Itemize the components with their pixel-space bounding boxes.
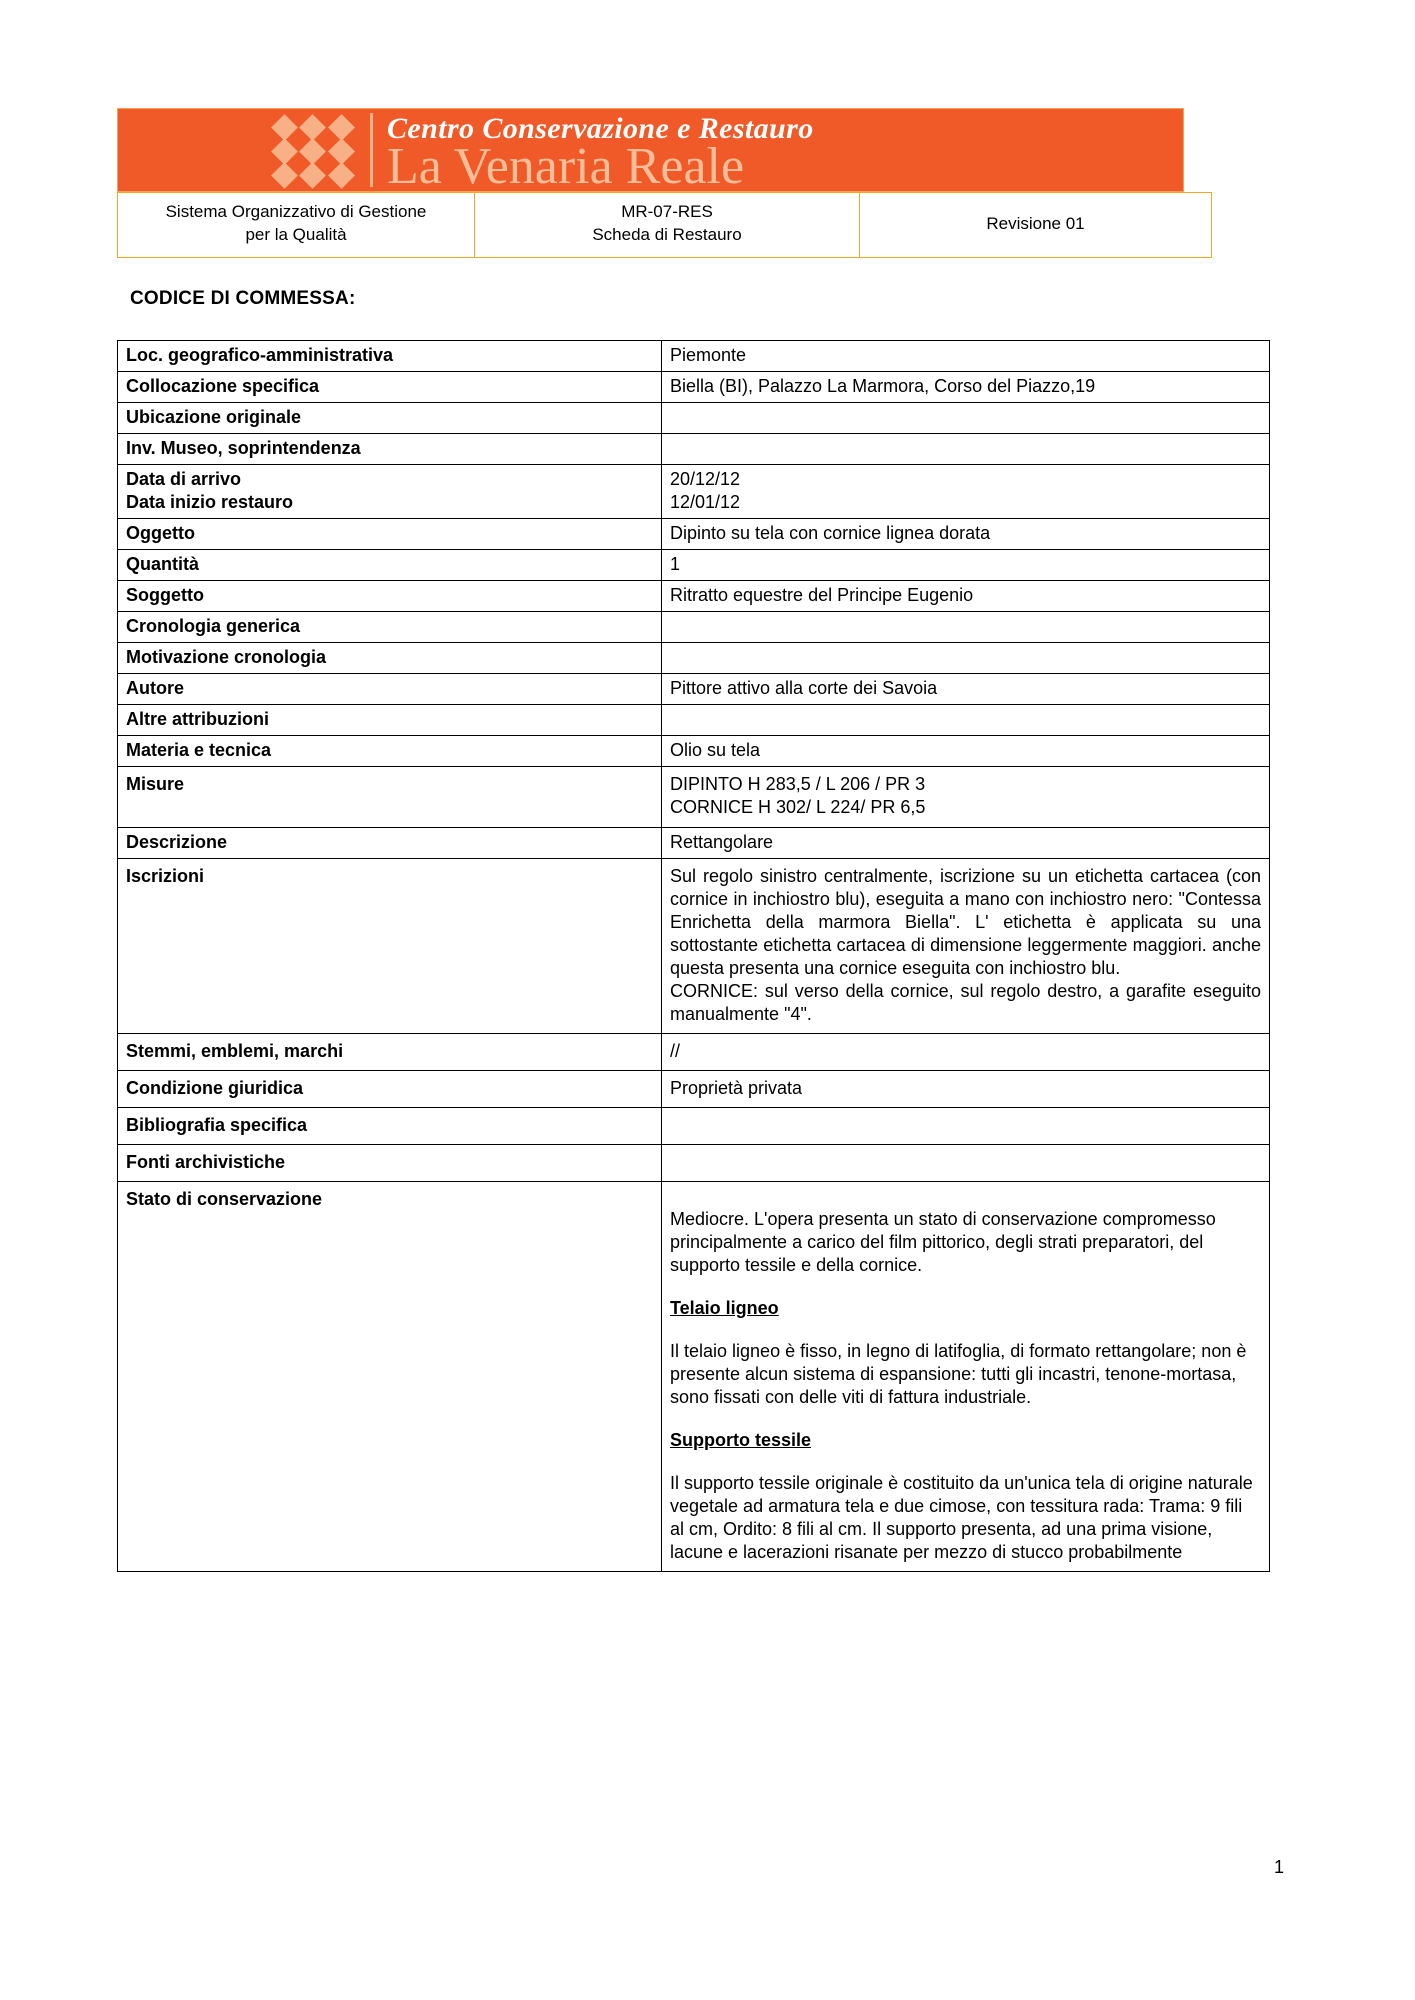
row-value-stemmi: //: [662, 1033, 1270, 1070]
diamond-icon: [299, 115, 328, 139]
table-row: [118, 1033, 1270, 1070]
label-data-inizio-restauro: Data inizio restauro: [126, 492, 294, 513]
row-label-iscrizioni: Iscrizioni: [118, 858, 662, 1033]
row-value-oggetto: Dipinto su tela con cornice lignea dorata: [662, 519, 1270, 550]
table-row: [118, 341, 1270, 372]
value-data-arrivo: 20/12/12: [670, 469, 741, 490]
row-label-motivazione-cronologia: Motivazione cronologia: [118, 643, 662, 674]
row-value-descrizione: Rettangolare: [662, 827, 1270, 858]
header-cell-system: [118, 193, 475, 258]
stato-subheading-telaio-ligneo: Telaio ligneo: [670, 1297, 779, 1318]
masthead-logo-area: [118, 109, 370, 191]
block-spacer: [670, 1277, 1261, 1297]
iscrizioni-paragraph-1: Sul regolo sinistro centralmente, iscrizione su un etichetta cartacea (con cornice in inchiostro blu), eseguita a mano con inchiostro nero: "Contessa Enrichetta della marmora Biella". L' etichetta è applicata su una sottostante etichetta cartacea di dimensione leggermente maggiori. anche questa presenta una cornice eseguita con inchiostro blu.: [670, 865, 1261, 978]
table-row: [118, 674, 1270, 705]
row-label-fonti-archivistiche: Fonti archivistiche: [118, 1144, 662, 1181]
row-label-ubicazione: Ubicazione originale: [118, 403, 662, 434]
row-label-descrizione: Descrizione: [118, 827, 662, 858]
table-row: [118, 612, 1270, 643]
table-row: [118, 550, 1270, 581]
row-label-misure: Misure: [118, 767, 662, 827]
header-cell-document: [475, 193, 860, 258]
row-label-autore: Autore: [118, 674, 662, 705]
row-value-ubicazione: [662, 403, 1270, 434]
masthead-banner: [117, 108, 1184, 192]
row-value-motivazione-cronologia: [662, 643, 1270, 674]
row-label-cronologia-generica: Cronologia generica: [118, 612, 662, 643]
row-label-soggetto: Soggetto: [118, 581, 662, 612]
row-value-autore: Pittore attivo alla corte dei Savoia: [662, 674, 1270, 705]
table-row: [118, 372, 1270, 403]
iscrizioni-paragraph-2: CORNICE: sul verso della cornice, sul regolo destro, a garafite eseguito manualmente "4".: [670, 980, 1261, 1024]
row-value-cronologia-generica: [662, 612, 1270, 643]
block-spacer: [670, 1452, 1261, 1472]
row-value-soggetto: Ritratto equestre del Principe Eugenio: [662, 581, 1270, 612]
diamond-icon: [327, 139, 356, 163]
row-label-materia-tecnica: Materia e tecnica: [118, 736, 662, 767]
table-row: [118, 858, 1270, 1033]
value-data-inizio-restauro: 12/01/12: [670, 492, 741, 513]
diamond-icon: [270, 139, 299, 163]
row-value-condizione-giuridica: Proprietà privata: [662, 1070, 1270, 1107]
value-misure-cornice: CORNICE H 302/ L 224/ PR 6,5: [670, 797, 926, 818]
document-header-table: [117, 192, 1212, 258]
table-row: [118, 403, 1270, 434]
table-row: [118, 581, 1270, 612]
diamond-icon: [299, 163, 328, 187]
header-system-line2: per la Qualità: [245, 225, 347, 244]
row-value-inv-museo: [662, 434, 1270, 465]
row-value-stato-conservazione: [662, 1181, 1270, 1571]
block-spacer: [670, 1409, 1261, 1429]
row-value-quantita: 1: [662, 550, 1270, 581]
diamond-icon: [327, 115, 356, 139]
brand-line-centro: Centro Conservazione e Restauro: [387, 112, 814, 145]
diamond-icon: [299, 139, 328, 163]
row-value-altre-attribuzioni: [662, 705, 1270, 736]
masthead-brand: [373, 109, 1183, 191]
row-label-condizione-giuridica: Condizione giuridica: [118, 1070, 662, 1107]
stato-subheading-supporto-tessile: Supporto tessile: [670, 1430, 812, 1451]
table-row: [118, 827, 1270, 858]
row-label-collocazione: Collocazione specifica: [118, 372, 662, 403]
diamond-icon: [270, 163, 299, 187]
header-doc-title: Scheda di Restauro: [592, 225, 742, 244]
stato-paragraph-telaio-ligneo: Il telaio ligneo è fisso, in legno di latifoglia, di formato rettangolare; non è presente alcun sistema di espansione: tutti gli incastri, tenone-mortasa, sono fissati con delle viti di fattura industriale.: [670, 1341, 1247, 1408]
table-row: [118, 1181, 1270, 1571]
block-spacer: [670, 1188, 1261, 1208]
table-row: [118, 519, 1270, 550]
table-row: [118, 1144, 1270, 1181]
value-misure-dipinto: DIPINTO H 283,5 / L 206 / PR 3: [670, 774, 926, 795]
row-value-iscrizioni: [662, 858, 1270, 1033]
stato-paragraph-supporto-tessile-a: Il supporto tessile originale è costituito da un'unica tela di origine naturale vegetale ad armatura tela e due cimose, con tessitura rada: Trama: 9 fili al cm, Ordito: 8 fili al cm.: [670, 1473, 1253, 1540]
diamond-icon: [270, 115, 299, 139]
row-label-bibliografia: Bibliografia specifica: [118, 1107, 662, 1144]
label-data-arrivo: Data di arrivo: [126, 469, 242, 490]
row-value-materia-tecnica: Olio su tela: [662, 736, 1270, 767]
table-row: [118, 434, 1270, 465]
header-system-line1: Sistema Organizzativo di Gestione: [165, 202, 427, 222]
header-cell-revision: Revisione 01: [860, 193, 1212, 258]
row-label-stato-conservazione: Stato di conservazione: [118, 1181, 662, 1571]
row-value-collocazione: Biella (BI), Palazzo La Marmora, Corso del Piazzo,19: [662, 372, 1270, 403]
block-spacer: [670, 1320, 1261, 1340]
page-number: 1: [1273, 1857, 1284, 1877]
table-row: [118, 1070, 1270, 1107]
row-value-loc-geografica: Piemonte: [662, 341, 1270, 372]
table-row: [118, 736, 1270, 767]
row-label-inv-museo: Inv. Museo, soprintendenza: [118, 434, 662, 465]
row-label-date: [118, 465, 662, 519]
header-doc-code: MR-07-RES: [621, 202, 713, 222]
row-value-bibliografia: [662, 1107, 1270, 1144]
row-label-oggetto: Oggetto: [118, 519, 662, 550]
table-row: [118, 705, 1270, 736]
diamond-grid-icon: [270, 115, 356, 187]
stato-paragraph-supporto-tessile-b: Il supporto presenta, ad una prima visione, lacune e lacerazioni risanate per mezzo di stucco probabilmente: [670, 1519, 1213, 1563]
row-label-loc-geografica: Loc. geografico-amministrativa: [118, 341, 662, 372]
stato-intro-paragraph: Mediocre. L'opera presenta un stato di conservazione compromesso principalmente a carico del film pittorico, degli strati preparatori, del supporto tessile e della cornice.: [670, 1208, 1216, 1275]
restoration-data-table: [117, 340, 1270, 1572]
row-value-misure: [662, 767, 1270, 827]
diamond-icon: [327, 163, 356, 187]
codice-commessa-label: CODICE DI COMMESSA:: [130, 288, 356, 309]
brand-line-venaria: La Venaria Reale: [387, 138, 745, 191]
header-row: [118, 193, 1212, 258]
table-row: [118, 767, 1270, 827]
row-label-quantita: Quantità: [118, 550, 662, 581]
row-label-stemmi: Stemmi, emblemi, marchi: [118, 1033, 662, 1070]
table-row: [118, 465, 1270, 519]
table-row: [118, 643, 1270, 674]
row-value-fonti-archivistiche: [662, 1144, 1270, 1181]
table-row: [118, 1107, 1270, 1144]
row-label-altre-attribuzioni: Altre attribuzioni: [118, 705, 662, 736]
row-value-date: [662, 465, 1270, 519]
